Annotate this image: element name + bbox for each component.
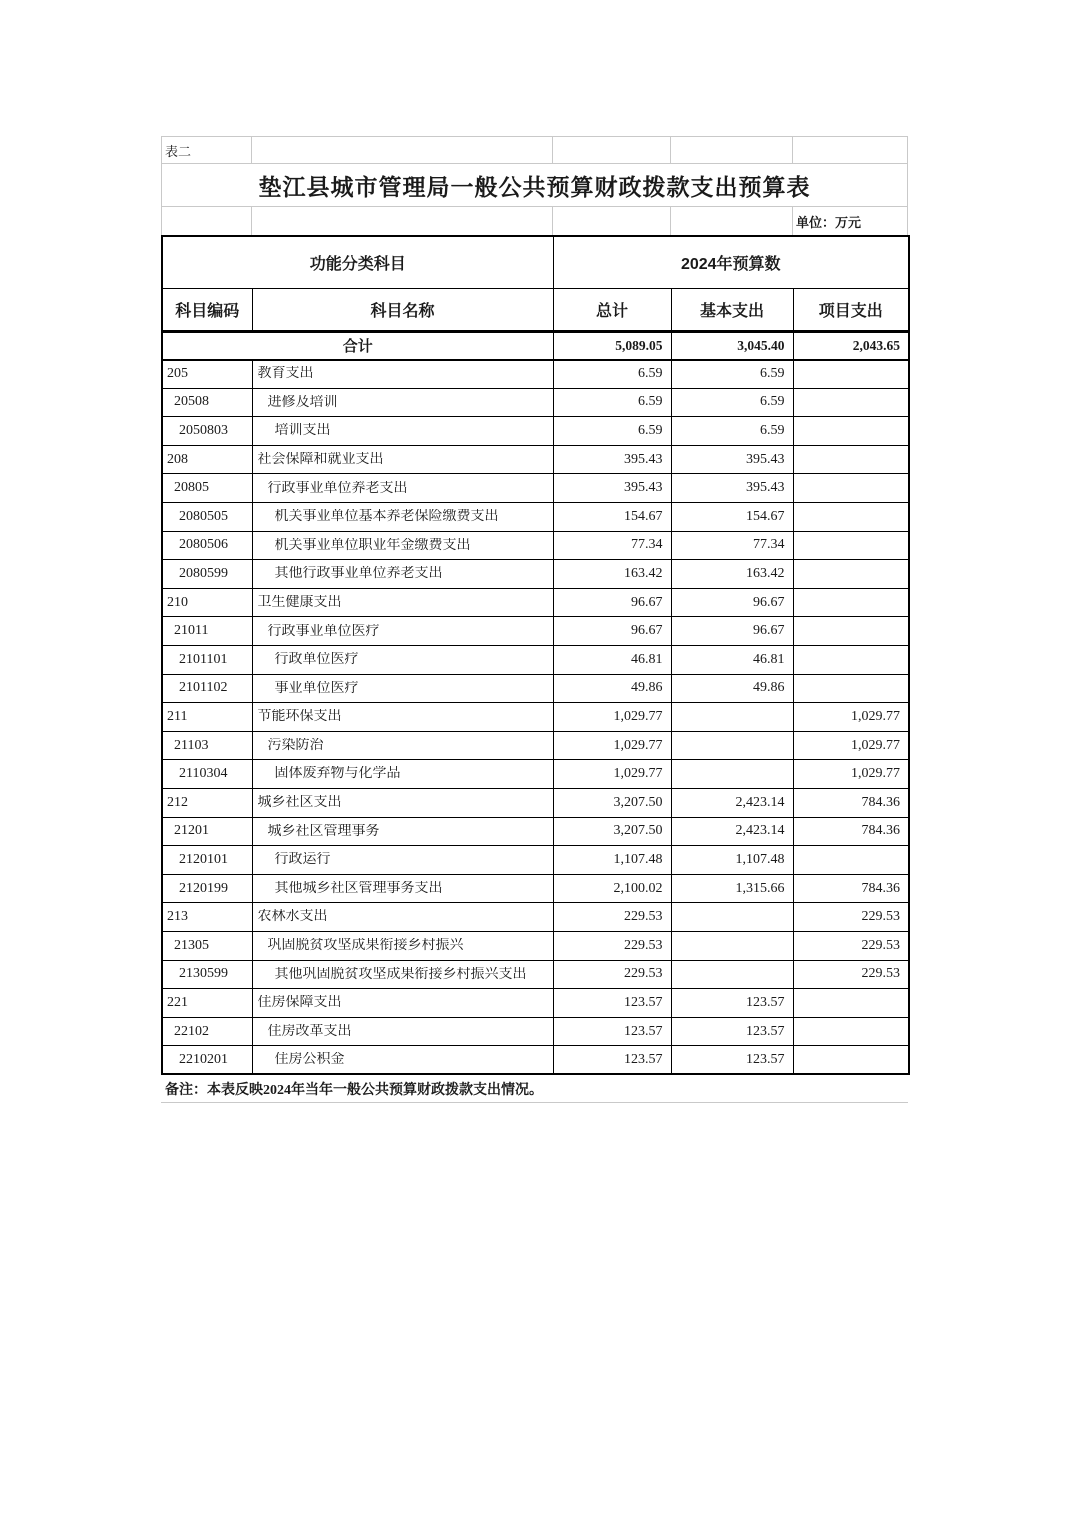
basic-cell: 46.81 [671, 646, 793, 675]
subject-code-cell: 221 [162, 989, 252, 1018]
table-row [162, 817, 909, 846]
total-cell: 163.42 [553, 560, 671, 589]
subject-code-cell: 2120101 [162, 846, 252, 875]
total-cell: 96.67 [553, 588, 671, 617]
table-label: 表二 [165, 143, 192, 159]
total-cell: 395.43 [553, 474, 671, 503]
subject-code-cell: 2210201 [162, 1046, 252, 1075]
subject-name-cell: 进修及培训 [252, 388, 553, 417]
table-row [162, 703, 909, 732]
subject-name-cell: 城乡社区支出 [252, 789, 553, 818]
total-cell: 2,100.02 [553, 874, 671, 903]
basic-cell: 154.67 [671, 503, 793, 532]
project-cell: 2,043.65 [793, 331, 909, 360]
basic-cell: 2,423.14 [671, 789, 793, 818]
project-cell: 784.36 [793, 817, 909, 846]
subject-code-cell: 213 [162, 903, 252, 932]
project-cell [793, 1017, 909, 1046]
table-row [162, 789, 909, 818]
project-cell [793, 646, 909, 675]
total-cell: 5,089.05 [553, 331, 671, 360]
subject-code-cell: 211 [162, 703, 252, 732]
table-row [162, 1017, 909, 1046]
subject-name-cell: 行政运行 [252, 846, 553, 875]
subject-name-cell: 事业单位医疗 [252, 674, 553, 703]
unit-row [161, 206, 908, 235]
subject-name-cell: 住房改革支出 [252, 1017, 553, 1046]
total-cell: 1,107.48 [553, 846, 671, 875]
table-row [162, 874, 909, 903]
col-header-basic: 基本支出 [671, 288, 793, 331]
table-row [162, 417, 909, 446]
total-cell: 6.59 [553, 360, 671, 389]
basic-cell: 3,045.40 [671, 331, 793, 360]
total-cell: 123.57 [553, 1017, 671, 1046]
subject-code-cell: 205 [162, 360, 252, 389]
subject-name-cell: 农林水支出 [252, 903, 553, 932]
subject-name-cell: 污染防治 [252, 731, 553, 760]
col-header-project: 项目支出 [793, 288, 909, 331]
table-body [162, 331, 909, 1074]
table-row [162, 531, 909, 560]
total-cell: 1,029.77 [553, 703, 671, 732]
subject-name-cell: 培训支出 [252, 417, 553, 446]
table-row [162, 960, 909, 989]
project-cell [793, 617, 909, 646]
table-row [162, 474, 909, 503]
total-cell: 3,207.50 [553, 789, 671, 818]
project-cell [793, 445, 909, 474]
basic-cell [671, 960, 793, 989]
basic-cell: 6.59 [671, 388, 793, 417]
prelude-row [161, 136, 908, 163]
total-cell: 395.43 [553, 445, 671, 474]
total-cell: 123.57 [553, 1046, 671, 1075]
total-row-label: 合计 [162, 331, 553, 360]
basic-cell [671, 903, 793, 932]
page-title: 垫江县城市管理局一般公共预算财政拨款支出预算表 [258, 173, 811, 200]
subject-name-cell: 社会保障和就业支出 [252, 445, 553, 474]
subject-name-cell: 其他巩固脱贫攻坚成果衔接乡村振兴支出 [252, 960, 553, 989]
subject-name-cell: 节能环保支出 [252, 703, 553, 732]
table-row [162, 503, 909, 532]
group-header-row [162, 236, 909, 288]
subject-code-cell: 2050803 [162, 417, 252, 446]
subject-code-cell: 2080505 [162, 503, 252, 532]
budget-year-header: 2024年预算数 [553, 236, 909, 288]
project-cell [793, 560, 909, 589]
subject-code-cell: 20805 [162, 474, 252, 503]
project-cell: 229.53 [793, 960, 909, 989]
project-cell [793, 360, 909, 389]
subject-name-cell: 住房保障支出 [252, 989, 553, 1018]
budget-sheet [161, 136, 908, 1103]
total-cell: 49.86 [553, 674, 671, 703]
project-cell [793, 1046, 909, 1075]
basic-cell: 395.43 [671, 445, 793, 474]
subject-code-cell: 21011 [162, 617, 252, 646]
subject-code-cell: 2080599 [162, 560, 252, 589]
col-header-subject-name: 科目名称 [252, 288, 553, 331]
table-row [162, 931, 909, 960]
total-cell: 1,029.77 [553, 760, 671, 789]
subject-code-cell: 2080506 [162, 531, 252, 560]
basic-cell: 6.59 [671, 360, 793, 389]
table-row [162, 360, 909, 389]
basic-cell: 49.86 [671, 674, 793, 703]
subject-code-cell: 22102 [162, 1017, 252, 1046]
project-cell [793, 388, 909, 417]
subject-code-cell: 20508 [162, 388, 252, 417]
table-row [162, 560, 909, 589]
table-row [162, 588, 909, 617]
unit-cell [793, 207, 909, 235]
project-cell [793, 674, 909, 703]
budget-table [161, 235, 910, 1075]
column-header-row [162, 288, 909, 331]
subject-code-cell: 21201 [162, 817, 252, 846]
subject-code-cell: 2101102 [162, 674, 252, 703]
project-cell: 1,029.77 [793, 703, 909, 732]
basic-cell: 96.67 [671, 588, 793, 617]
project-cell: 229.53 [793, 903, 909, 932]
basic-cell: 1,107.48 [671, 846, 793, 875]
basic-cell: 123.57 [671, 989, 793, 1018]
table-row [162, 1046, 909, 1075]
subject-code-cell: 21305 [162, 931, 252, 960]
col-header-subject-code: 科目编码 [162, 288, 252, 331]
subject-name-cell: 其他行政事业单位养老支出 [252, 560, 553, 589]
total-cell: 229.53 [553, 960, 671, 989]
project-cell [793, 531, 909, 560]
table-row [162, 846, 909, 875]
project-cell: 784.36 [793, 789, 909, 818]
project-cell: 1,029.77 [793, 760, 909, 789]
basic-cell: 123.57 [671, 1017, 793, 1046]
table-row [162, 760, 909, 789]
basic-cell [671, 731, 793, 760]
total-cell: 229.53 [553, 903, 671, 932]
subject-code-cell: 210 [162, 588, 252, 617]
table-row [162, 388, 909, 417]
subject-code-cell: 2110304 [162, 760, 252, 789]
subject-name-cell: 行政事业单位养老支出 [252, 474, 553, 503]
table-row [162, 731, 909, 760]
table-row [162, 989, 909, 1018]
project-cell [793, 989, 909, 1018]
total-cell: 77.34 [553, 531, 671, 560]
unit-note: 单位：万元 [796, 214, 862, 230]
project-cell: 784.36 [793, 874, 909, 903]
total-cell: 96.67 [553, 617, 671, 646]
footnote-row [161, 1075, 908, 1103]
project-cell: 1,029.77 [793, 731, 909, 760]
basic-cell [671, 760, 793, 789]
subject-name-cell: 机关事业单位职业年金缴费支出 [252, 531, 553, 560]
subject-code-cell: 2130599 [162, 960, 252, 989]
subject-name-cell: 机关事业单位基本养老保险缴费支出 [252, 503, 553, 532]
total-cell: 3,207.50 [553, 817, 671, 846]
subject-code-cell: 208 [162, 445, 252, 474]
basic-cell: 96.67 [671, 617, 793, 646]
basic-cell: 1,315.66 [671, 874, 793, 903]
total-cell: 6.59 [553, 388, 671, 417]
footnote-text: 备注：本表反映2024年当年一般公共预算财政拨款支出情况。 [165, 1082, 543, 1098]
project-cell [793, 503, 909, 532]
total-cell: 229.53 [553, 931, 671, 960]
total-cell: 1,029.77 [553, 731, 671, 760]
subject-name-cell: 城乡社区管理事务 [252, 817, 553, 846]
project-cell [793, 474, 909, 503]
basic-cell [671, 931, 793, 960]
subject-name-cell: 教育支出 [252, 360, 553, 389]
subject-name-cell: 卫生健康支出 [252, 588, 553, 617]
basic-cell [671, 703, 793, 732]
project-cell [793, 846, 909, 875]
table-row [162, 617, 909, 646]
prelude-cell [162, 137, 252, 163]
total-cell: 6.59 [553, 417, 671, 446]
table-row [162, 903, 909, 932]
subject-name-cell: 固体废弃物与化学品 [252, 760, 553, 789]
basic-cell: 123.57 [671, 1046, 793, 1075]
basic-cell: 163.42 [671, 560, 793, 589]
subject-name-cell: 行政事业单位医疗 [252, 617, 553, 646]
project-cell [793, 588, 909, 617]
total-row [162, 331, 909, 360]
table-row [162, 646, 909, 675]
subject-name-cell: 巩固脱贫攻坚成果衔接乡村振兴 [252, 931, 553, 960]
subject-code-cell: 212 [162, 789, 252, 818]
table-row [162, 674, 909, 703]
title-row [161, 163, 908, 206]
col-header-total: 总计 [553, 288, 671, 331]
project-cell: 229.53 [793, 931, 909, 960]
total-cell: 46.81 [553, 646, 671, 675]
basic-cell: 77.34 [671, 531, 793, 560]
basic-cell: 2,423.14 [671, 817, 793, 846]
subject-code-cell: 2101101 [162, 646, 252, 675]
subject-code-cell: 2120199 [162, 874, 252, 903]
subject-code-cell: 21103 [162, 731, 252, 760]
basic-cell: 6.59 [671, 417, 793, 446]
table-row [162, 445, 909, 474]
subject-name-cell: 其他城乡社区管理事务支出 [252, 874, 553, 903]
total-cell: 123.57 [553, 989, 671, 1018]
subject-name-cell: 住房公积金 [252, 1046, 553, 1075]
project-cell [793, 417, 909, 446]
basic-cell: 395.43 [671, 474, 793, 503]
function-category-header: 功能分类科目 [162, 236, 553, 288]
total-cell: 154.67 [553, 503, 671, 532]
subject-name-cell: 行政单位医疗 [252, 646, 553, 675]
